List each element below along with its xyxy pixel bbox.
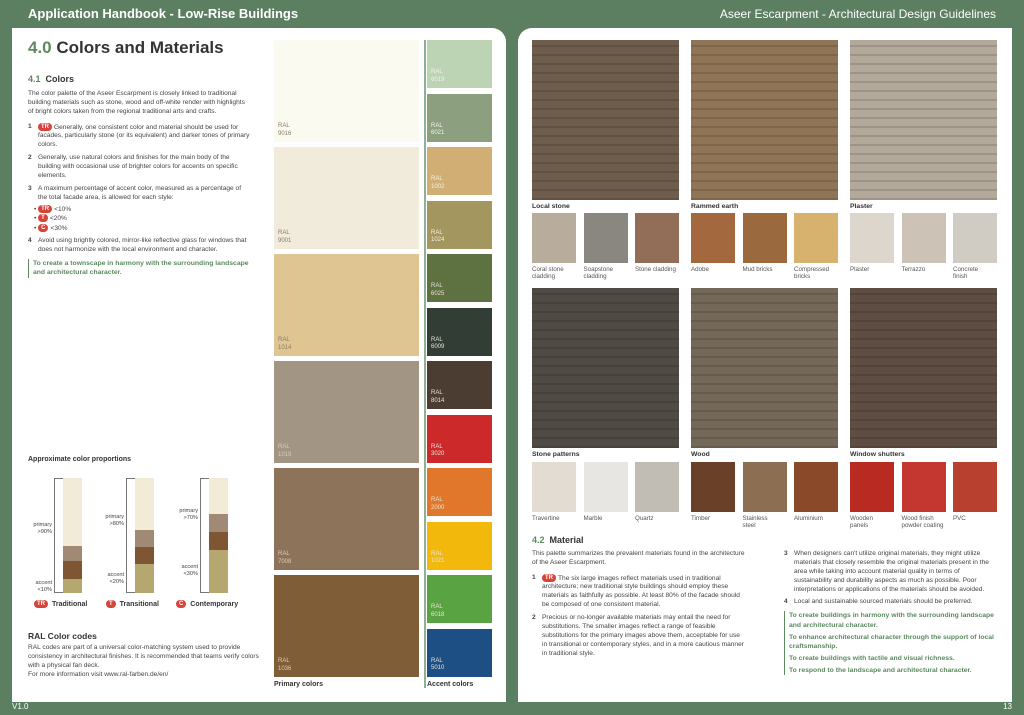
colors-title: Colors [45, 74, 75, 84]
material-text-right [784, 550, 998, 675]
material-rule-1: 1 TR The six large images reflect materials used in traditional architecture; new traditional style buildings should employ these materials as faithfully as possible. At least 80% of the facade should be composed of one consistent material. [532, 573, 740, 609]
material-photo [850, 288, 997, 448]
column-divider [424, 40, 426, 688]
accent-colors-caption: Accent colors [427, 681, 474, 688]
color-swatch [427, 361, 492, 409]
accent-label-contemporary: accent <30% [181, 564, 198, 577]
material-photo-caption: Rammed earth [691, 203, 739, 210]
material-photo-caption: Window shutters [850, 451, 905, 458]
material-thumbnail [584, 462, 628, 512]
ral-code-label: RAL 6009 [431, 336, 445, 350]
material-thumbnail-caption: Mud bricks [742, 266, 773, 273]
material-thumbnail [794, 213, 838, 263]
material-thumbnail [850, 213, 894, 263]
ral-code-label: RAL 1002 [431, 176, 445, 190]
material-goal-3: To create buildings with tactile and visual richness. [789, 655, 955, 663]
ral-code-label: RAL 8014 [431, 390, 445, 404]
transitional-badge: T [106, 600, 116, 608]
ral-code-label: RAL 6025 [431, 283, 445, 297]
accent-label-traditional: accent <10% [35, 580, 52, 593]
style-contemporary: C Contemporary [176, 600, 238, 608]
traditional-badge: TR [34, 600, 48, 608]
material-photo-caption: Plaster [850, 203, 873, 210]
material-rule-2: 2 Precious or no-longer available materials may entail the need for substitutions. The smaller images reflect a range of feasible substitutions for the primary images above them, acceptable for use in transitional or contemporary styles, and in a more cautious manner in traditional style. [532, 614, 744, 657]
colors-rule-2: 2 Generally, use natural colors and finishes for the main body of the building with occasional use of brighter colors for accents on specific elements. [28, 154, 238, 179]
color-swatch [427, 94, 492, 142]
accent-colors-column [427, 40, 492, 678]
material-photo-caption: Wood [691, 451, 710, 458]
material-thumbnail-caption: Quartz [635, 515, 654, 522]
material-photo [850, 40, 997, 200]
section-number: 4.0 [28, 38, 52, 57]
transitional-badge: T [38, 214, 48, 222]
material-thumbnail-caption: Adobe [691, 266, 709, 273]
ral-code-label: RAL 3020 [431, 443, 445, 457]
traditional-badge: TR [38, 123, 52, 131]
material-number: 4.2 [532, 535, 545, 545]
colors-rule-4: 4 Avoid using brightly colored, mirror-like reflective glass for windows that does not harmonize with the local environment and character. [28, 237, 247, 254]
proportion-bar-traditional [63, 478, 82, 593]
material-thumbnail [635, 462, 679, 512]
material-goal-4: To respond to the landscape and architectural character. [789, 667, 972, 675]
material-thumbnail [743, 213, 787, 263]
material-photo [691, 40, 838, 200]
material-rule-4: 4 Local and sustainable sourced materials should be preferred. [784, 598, 973, 606]
material-thumbnail-caption: Travertine [532, 515, 560, 522]
ral-code-label: RAL 6019 [431, 69, 445, 83]
material-thumbnail [532, 462, 576, 512]
material-thumbnail [953, 213, 997, 263]
material-thumbnail-caption: Stainless steel [742, 515, 768, 530]
color-swatch [274, 468, 419, 570]
primary-colors-caption: Primary colors [274, 681, 324, 688]
material-photo-caption: Local stone [532, 203, 570, 210]
version-label: V1.0 [12, 702, 29, 711]
right-page [518, 28, 1012, 702]
ral-code-label: RAL 1024 [431, 229, 445, 243]
proportion-bar-contemporary [209, 478, 228, 593]
material-subtitle [532, 535, 584, 545]
color-swatch [274, 147, 419, 249]
ral-code-label: RAL 9001 [278, 230, 292, 244]
material-goals [784, 611, 998, 675]
color-swatch [427, 415, 492, 463]
color-swatch [274, 40, 419, 142]
primary-label-transitional: primary >80% [105, 514, 124, 527]
material-goal-2: To enhance architectural character through the support of local craftsmanship. [789, 633, 994, 650]
color-swatch [427, 40, 492, 88]
material-thumbnail-caption: Marble [583, 515, 603, 522]
contemporary-badge: C [176, 600, 186, 608]
handbook-title: Application Handbook - Low-Rise Buildings [28, 6, 299, 21]
material-thumbnail-caption: Compressed bricks [794, 266, 830, 281]
color-swatch [427, 201, 492, 249]
material-thumbnail [902, 213, 946, 263]
material-rules-list-right [784, 550, 998, 607]
material-thumbnail-caption: Wooden panels [850, 515, 873, 530]
ral-title: RAL Color codes [28, 631, 97, 641]
ral-block [28, 644, 260, 680]
ral-code-label: RAL 9016 [278, 123, 292, 137]
material-intro: This palette summarizes the prevalent materials found in the architecture of the Aseer Escarpment. [532, 550, 745, 566]
material-thumbnail-caption: Coral stone cladding [532, 266, 564, 281]
ral-code-label: RAL 1014 [278, 337, 292, 351]
material-thumbnail-caption: Soapstone cladding [583, 266, 614, 281]
page-number: 13 [1003, 702, 1012, 711]
material-photo [532, 40, 679, 200]
proportions-title: Approximate color proportions [28, 456, 132, 463]
ral-code-label: RAL 6018 [431, 604, 445, 618]
top-bar [0, 0, 1024, 28]
material-thumbnail-caption: PVC [953, 515, 966, 522]
material-goal-1: To create buildings in harmony with the surrounding landscape and architectural character. [789, 612, 994, 629]
material-photo [691, 288, 838, 448]
primary-label-contemporary: primary >70% [179, 508, 198, 521]
section-title [28, 38, 224, 58]
material-thumbnail [584, 213, 628, 263]
material-thumbnail [743, 462, 787, 512]
material-text-left [532, 550, 746, 663]
ral-code-label: RAL 5010 [431, 657, 445, 671]
material-thumbnail-caption: Plaster [850, 266, 870, 273]
ral-text: RAL codes are part of a universal color-matching system used to provide consistency in architectural finishes. It is recommended that teams verify colors with a physical fan deck. [28, 644, 259, 669]
ral-code-label: RAL 1021 [431, 550, 445, 564]
colors-goal: To create a townscape in harmony with the surrounding landscape and architectural character. [28, 259, 250, 277]
colors-number: 4.1 [28, 74, 41, 84]
material-photo [532, 288, 679, 448]
material-thumbnail-caption: Terrazzo [901, 266, 926, 273]
style-traditional: TR Traditional [34, 600, 87, 608]
material-thumbnail [691, 213, 735, 263]
colors-rule-3: 3 A maximum percentage of accent color, measured as a percentage of the total facade area, is allowed for each style: • TR <10% • T <20% • C <30% [28, 185, 250, 234]
material-thumbnail-caption: Timber [691, 515, 711, 522]
primary-label-traditional: primary >90% [33, 522, 52, 535]
material-rule-3: 3 When designers can't utilize original materials, they might utilize materials that closely resemble the original materials present in the area while taking into account material quality in terms of sustainability and durability aspects as much as possible. Poor interpretations or applications of the materials should be avoided. [784, 550, 989, 593]
material-photo-caption: Stone patterns [532, 451, 580, 458]
color-swatch [274, 575, 419, 677]
color-swatch [427, 254, 492, 302]
material-thumbnail-caption: Aluminium [794, 515, 823, 522]
ral-code-label: RAL 6021 [431, 122, 445, 136]
material-thumbnail-caption: Concrete finish [953, 266, 979, 281]
colors-text-block [28, 90, 250, 278]
color-swatch [274, 361, 419, 463]
colors-subtitle [28, 74, 74, 84]
colors-intro: The color palette of the Aseer Escarpment is closely linked to traditional building materials such as stone, wood and off-white render with highlights of bright colors taken from the regional traditional arts and crafts. [28, 90, 245, 115]
color-swatch [427, 147, 492, 195]
traditional-badge: TR [542, 574, 556, 582]
material-rules-list-left [532, 574, 746, 659]
color-swatch [427, 629, 492, 677]
material-thumbnail-caption: Wood finish powder coating [901, 515, 944, 530]
ral-link[interactable]: For more information visit www.ral-farben.de/en/ [28, 670, 169, 678]
left-page [12, 28, 506, 702]
accent-limits: • TR <10% • T <20% • C <30% [34, 205, 72, 232]
material-thumbnail [532, 213, 576, 263]
material-thumbnail [794, 462, 838, 512]
style-transitional: T Transitional [106, 600, 159, 608]
colors-rules-list [28, 123, 250, 256]
material-thumbnail [850, 462, 894, 512]
material-thumbnail [691, 462, 735, 512]
ral-code-label: RAL 1036 [278, 658, 292, 672]
ral-code-label: RAL 1019 [278, 444, 292, 458]
color-swatch [274, 254, 419, 356]
material-thumbnail [635, 213, 679, 263]
material-thumbnail [953, 462, 997, 512]
traditional-badge: TR [38, 205, 52, 213]
proportion-bar-transitional [135, 478, 154, 593]
accent-label-transitional: accent <20% [107, 572, 124, 585]
color-swatch [427, 468, 492, 516]
material-thumbnail [902, 462, 946, 512]
material-thumbnail-caption: Stone cladding [635, 266, 676, 273]
section-title-text: Colors and Materials [56, 38, 224, 57]
color-swatch [427, 522, 492, 570]
ral-code-label: RAL 2000 [431, 497, 445, 511]
contemporary-badge: C [38, 224, 48, 232]
primary-colors-column [274, 40, 419, 678]
color-swatch [427, 308, 492, 356]
material-title: Material [549, 535, 584, 545]
color-swatch [427, 575, 492, 623]
ral-code-label: RAL 7008 [278, 551, 292, 565]
colors-rule-1: 1 TR Generally, one consistent color and material should be used for facades, particularly stone (or its equivalent) and darker tones of primary colors. [28, 122, 250, 149]
guidelines-title: Aseer Escarpment - Architectural Design Guidelines [719, 7, 996, 21]
